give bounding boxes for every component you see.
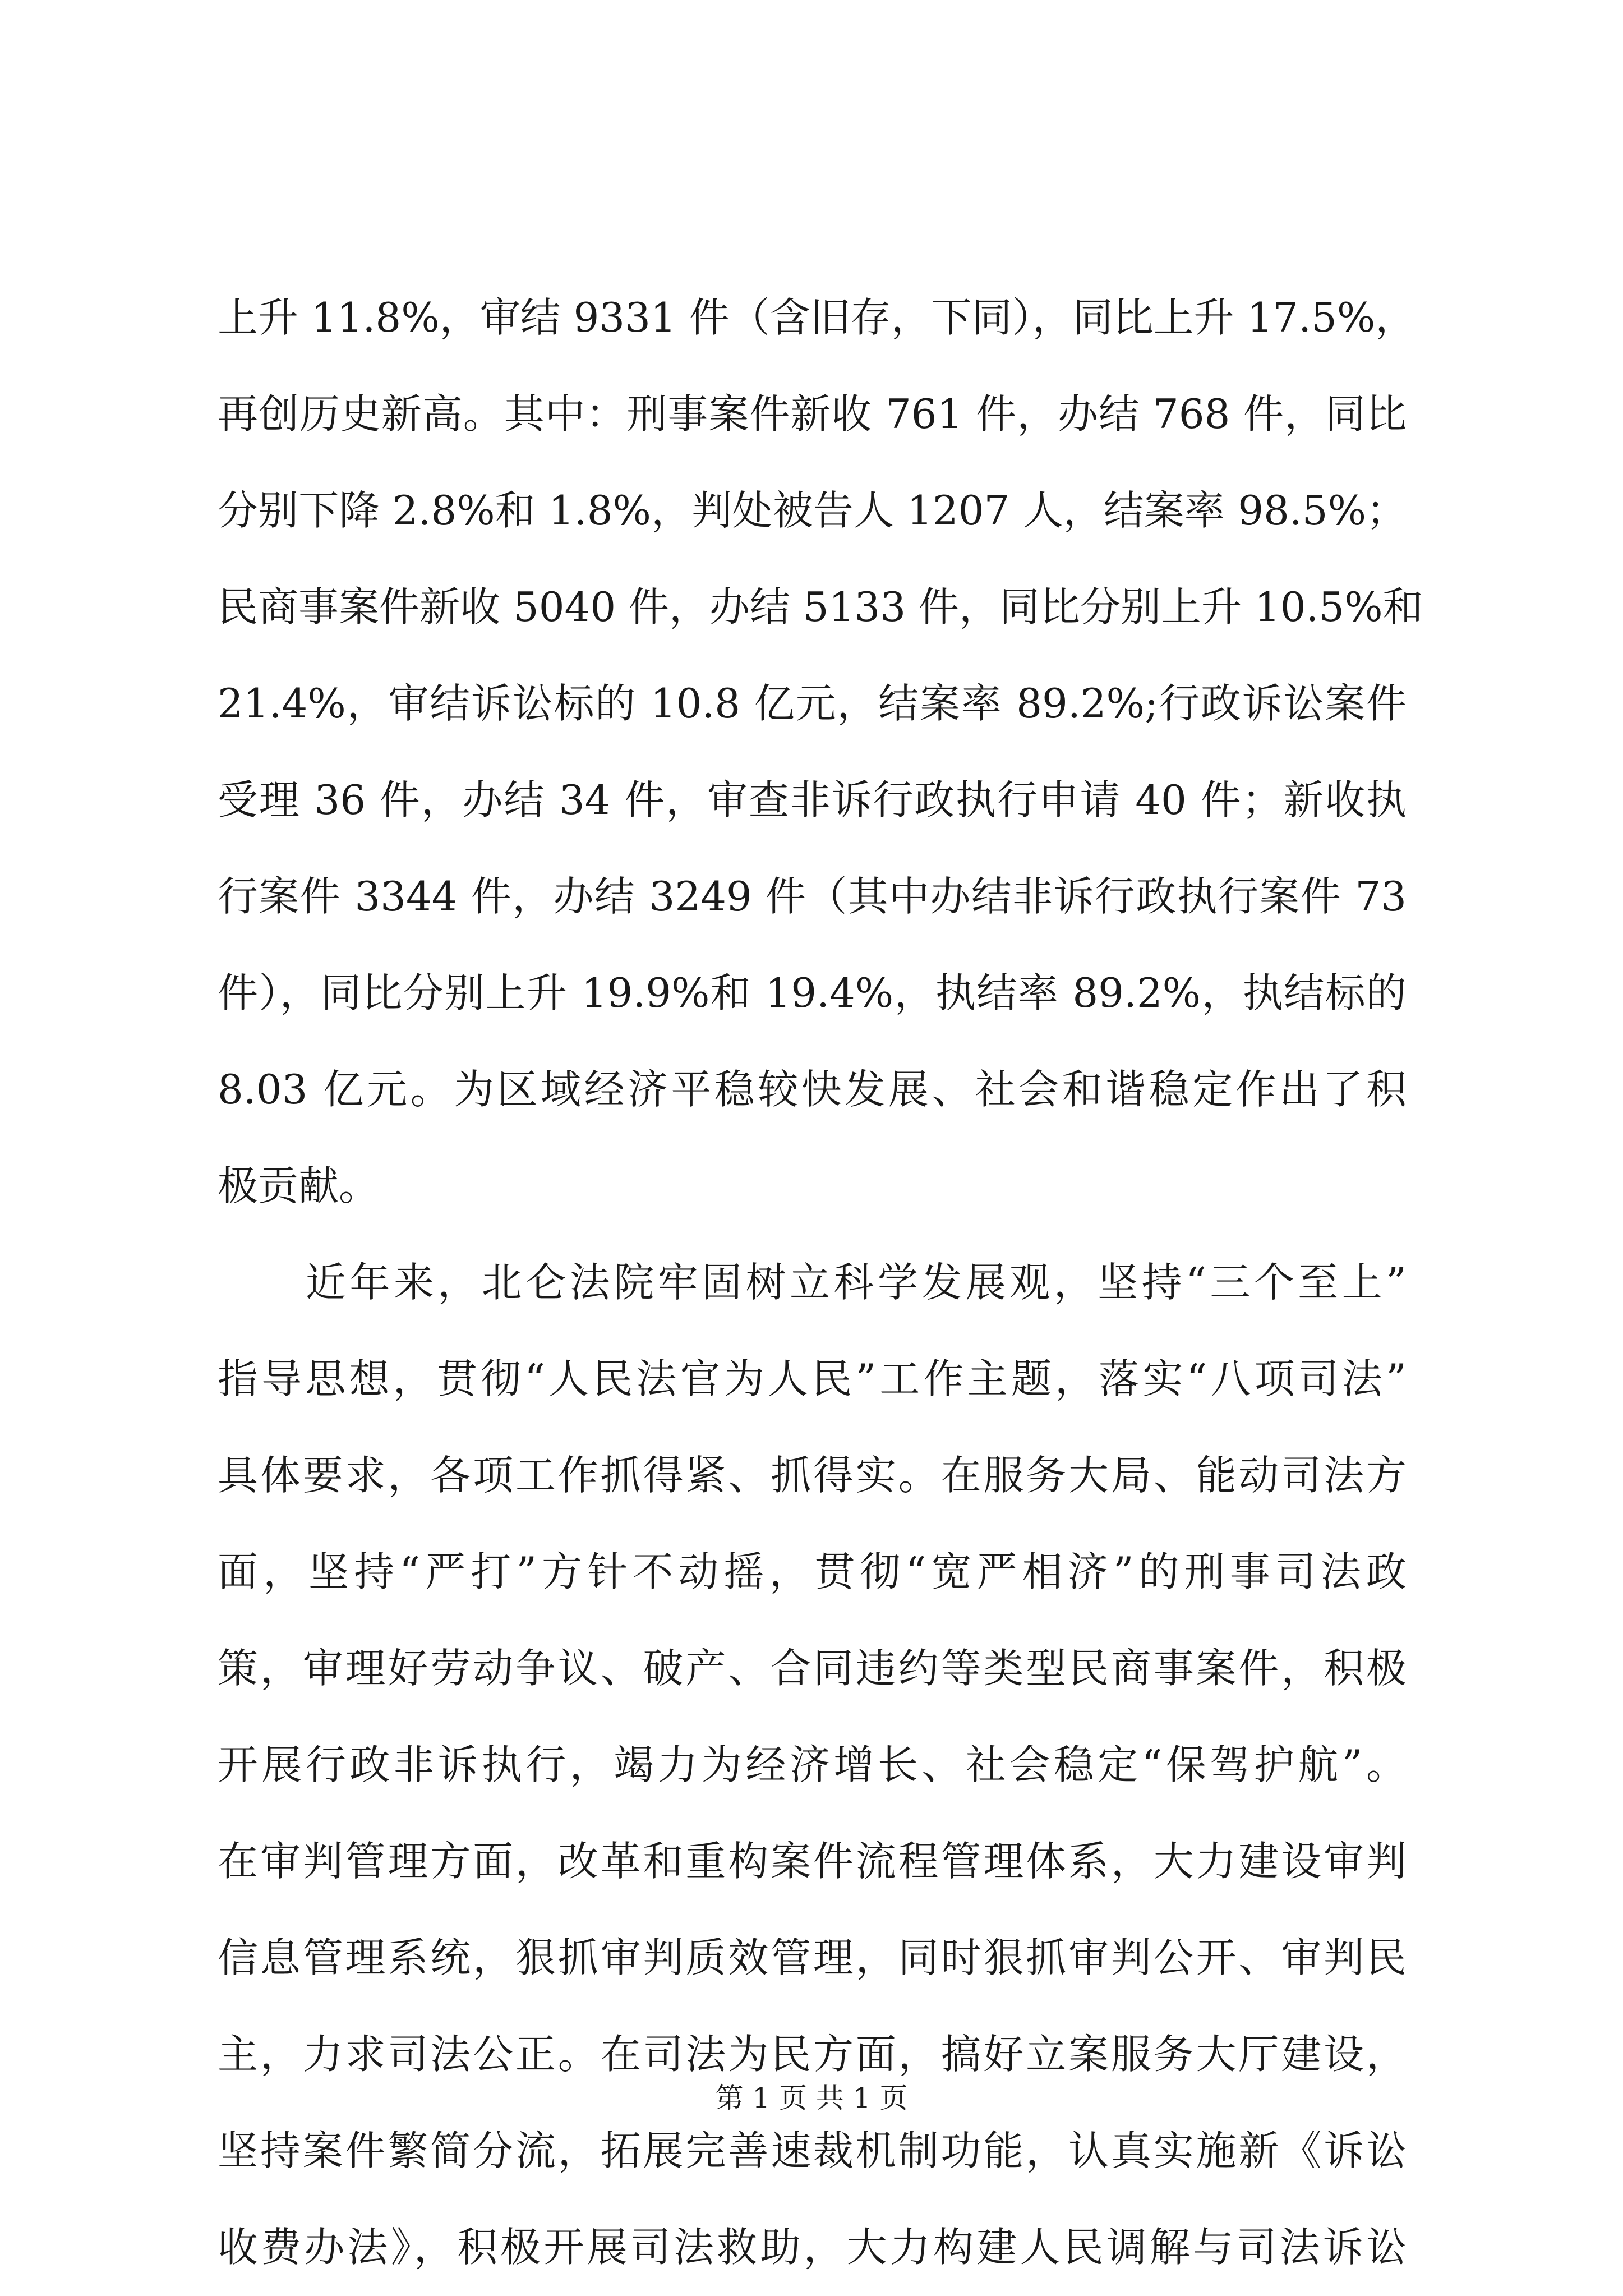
text-line: 面，坚持“严打”方针不动摇，贯彻“宽严相济”的刑事司法政: [218, 1548, 1407, 1595]
text-line: 收费办法》，积极开展司法救助，大力构建人民调解与司法诉讼: [218, 2224, 1407, 2271]
text-line: 坚持案件繁简分流，拓展完善速裁机制功能，认真实施新《诉讼: [218, 2127, 1407, 2174]
text-line: 8.03 亿元。为区域经济平稳较快发展、社会和谐稳定作出了积: [218, 1066, 1407, 1113]
text-line: 主，力求司法公正。在司法为民方面，搞好立案服务大厅建设，: [218, 2031, 1407, 2078]
document-body: [218, 269, 1423, 2295]
text-line: 具体要求，各项工作抓得紧、抓得实。在服务大局、能动司法方: [218, 1452, 1407, 1499]
text-line: 极贡献。: [218, 1162, 380, 1209]
text-line: 开展行政非诉执行，竭力为经济增长、社会稳定“保驾护航”。: [218, 1741, 1407, 1788]
text-line: 件），同比分别上升 19.9%和 19.4%，执结率 89.2%，执结标的: [218, 969, 1407, 1016]
text-line: 民商事案件新收 5040 件，办结 5133 件，同比分别上升 10.5%和: [218, 583, 1423, 631]
text-line: 指导思想，贯彻“人民法官为人民”工作主题，落实“八项司法”: [218, 1355, 1407, 1402]
page-footer: 第 1 页 共 1 页: [715, 2082, 908, 2114]
text-line: 在审判管理方面，改革和重构案件流程管理体系，大力建设审判: [218, 1838, 1407, 1885]
text-line: 分别下降 2.8%和 1.8%，判处被告人 1207 人，结案率 98.5%；: [218, 487, 1407, 534]
text-line: 受理 36 件，办结 34 件，审查非诉行政执行申请 40 件；新收执: [218, 776, 1407, 823]
text-line: 21.4%，审结诉讼标的 10.8 亿元，结案率 89.2%;行政诉讼案件: [218, 680, 1407, 727]
text-line: 近年来，北仑法院牢固树立科学发展观，坚持“三个至上”: [218, 1259, 1407, 1306]
text-line: 再创历史新高。其中：刑事案件新收 761 件，办结 768 件，同比: [218, 390, 1407, 438]
text-line: 行案件 3344 件，办结 3249 件（其中办结非诉行政执行案件 73: [218, 873, 1407, 920]
text-line: 信息管理系统，狠抓审判质效管理，同时狠抓审判公开、审判民: [218, 1934, 1407, 1981]
text-line: 策，审理好劳动争议、破产、合同违约等类型民商事案件，积极: [218, 1645, 1407, 1692]
text-line: 上升 11.8%，审结 9331 件（含旧存，下同），同比上升 17.5%，: [218, 294, 1416, 341]
